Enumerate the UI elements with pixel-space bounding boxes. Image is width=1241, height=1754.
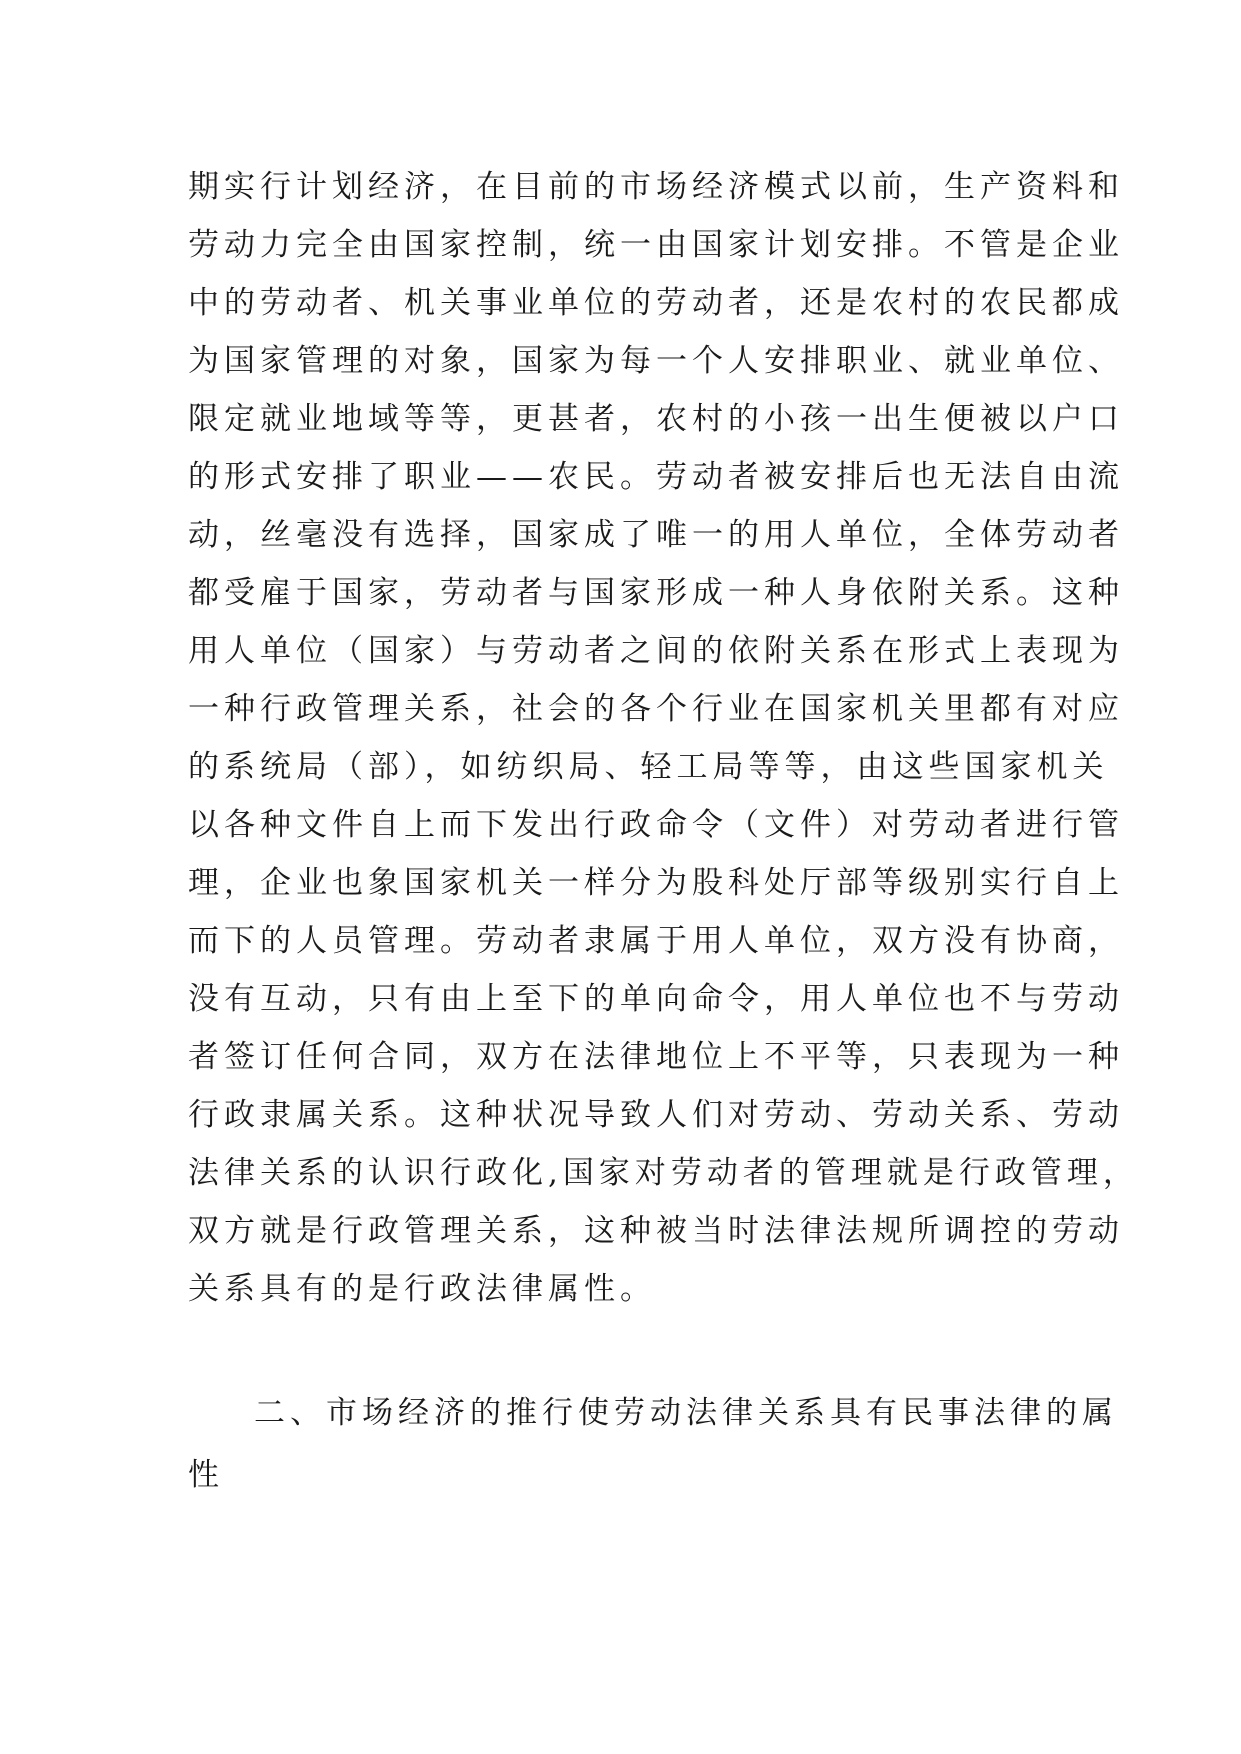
paragraph-line: 法律关系的认识行政化,国家对劳动者的管理就是行政管理， <box>188 1155 1139 1191</box>
paragraph-line: 中的劳动者、机关事业单位的劳动者，还是农村的农民都成 <box>188 285 1124 321</box>
paragraph-line: 的系统局（部），如纺织局、轻工局等等，由这些国家机关 <box>188 749 1109 785</box>
paragraph-line: 劳动力完全由国家控制，统一由国家计划安排。不管是企业 <box>188 227 1124 263</box>
body-paragraph <box>188 158 1139 1318</box>
paragraph-line: 理，企业也象国家机关一样分为股科处厅部等级别实行自上 <box>188 865 1124 901</box>
paragraph-line: 以各种文件自上而下发出行政命令（文件）对劳动者进行管 <box>188 807 1124 843</box>
section-heading <box>188 1382 1118 1506</box>
paragraph-line: 关系具有的是行政法律属性。 <box>188 1271 656 1307</box>
paragraph-line: 用人单位（国家）与劳动者之间的依附关系在形式上表现为 <box>188 633 1124 669</box>
paragraph-line: 双方就是行政管理关系，这种被当时法律法规所调控的劳动 <box>188 1213 1124 1249</box>
paragraph-line: 期实行计划经济，在目前的市场经济模式以前，生产资料和 <box>188 169 1124 205</box>
paragraph-line: 者签订任何合同，双方在法律地位上不平等，只表现为一种 <box>188 1039 1124 1075</box>
paragraph-line: 为国家管理的对象，国家为每一个人安排职业、就业单位、 <box>188 343 1124 379</box>
paragraph-line: 的形式安排了职业——农民。劳动者被安排后也无法自由流 <box>188 459 1124 495</box>
paragraph-line: 行政隶属关系。这种状况导致人们对劳动、劳动关系、劳动 <box>188 1097 1124 1133</box>
paragraph-line: 一种行政管理关系，社会的各个行业在国家机关里都有对应 <box>188 691 1124 727</box>
paragraph-line: 而下的人员管理。劳动者隶属于用人单位，双方没有协商， <box>188 923 1124 959</box>
paragraph-line: 没有互动，只有由上至下的单向命令，用人单位也不与劳动 <box>188 981 1124 1017</box>
paragraph-line: 动，丝毫没有选择，国家成了唯一的用人单位，全体劳动者 <box>188 517 1124 553</box>
heading-line: 二、市场经济的推行使劳动法律关系具有民事法律的属 <box>254 1395 1118 1431</box>
paragraph-line: 限定就业地域等等，更甚者，农村的小孩一出生便被以户口 <box>188 401 1124 437</box>
paragraph-line: 都受雇于国家，劳动者与国家形成一种人身依附关系。这种 <box>188 575 1124 611</box>
heading-line: 性 <box>188 1457 224 1493</box>
